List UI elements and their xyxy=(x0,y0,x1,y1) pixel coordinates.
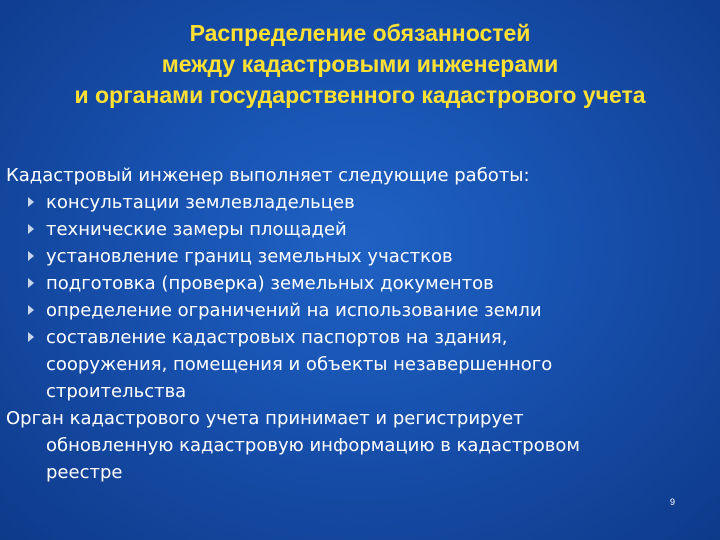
triangle-bullet-icon xyxy=(28,197,34,207)
list-item-text: технические замеры площадей xyxy=(46,219,347,240)
triangle-bullet-icon xyxy=(28,251,34,261)
triangle-bullet-icon xyxy=(28,224,34,234)
list-item xyxy=(6,324,712,405)
list-item-text-continued: строительства xyxy=(46,381,187,402)
intro-text: Кадастровый инженер выполняет следующие работы: xyxy=(6,165,530,186)
title-line-3: и органами государственного кадастрового учета xyxy=(74,82,646,108)
slide-title xyxy=(0,18,720,111)
triangle-bullet-icon xyxy=(28,278,34,288)
closing-text-line: обновленную кадастровую информацию в кадастровом xyxy=(46,435,580,456)
list-item-text-continued: сооружения, помещения и объекты незавершенного xyxy=(46,354,553,375)
list-item xyxy=(6,297,712,324)
list-item-text: определение ограничений на использование земли xyxy=(46,300,542,321)
list-item xyxy=(6,270,712,297)
title-line-2: между кадастровыми инженерами xyxy=(161,51,559,77)
list-item xyxy=(6,216,712,243)
list-item-text: подготовка (проверка) земельных документов xyxy=(46,273,494,294)
closing-text-line: Орган кадастрового учета принимает и регистрирует xyxy=(6,408,524,429)
list-item-text: установление границ земельных участков xyxy=(46,246,453,267)
closing-text-line: реестре xyxy=(46,462,123,483)
slide-body xyxy=(6,162,712,486)
list-item xyxy=(6,189,712,216)
list-item-text: консультации землевладельцев xyxy=(46,192,355,213)
list-item-text: составление кадастровых паспортов на здания, xyxy=(46,327,508,348)
triangle-bullet-icon xyxy=(28,305,34,315)
bullet-list xyxy=(6,189,712,405)
title-line-1: Распределение обязанностей xyxy=(189,20,531,46)
list-item xyxy=(6,243,712,270)
page-number: 9 xyxy=(670,497,676,507)
triangle-bullet-icon xyxy=(28,332,34,342)
